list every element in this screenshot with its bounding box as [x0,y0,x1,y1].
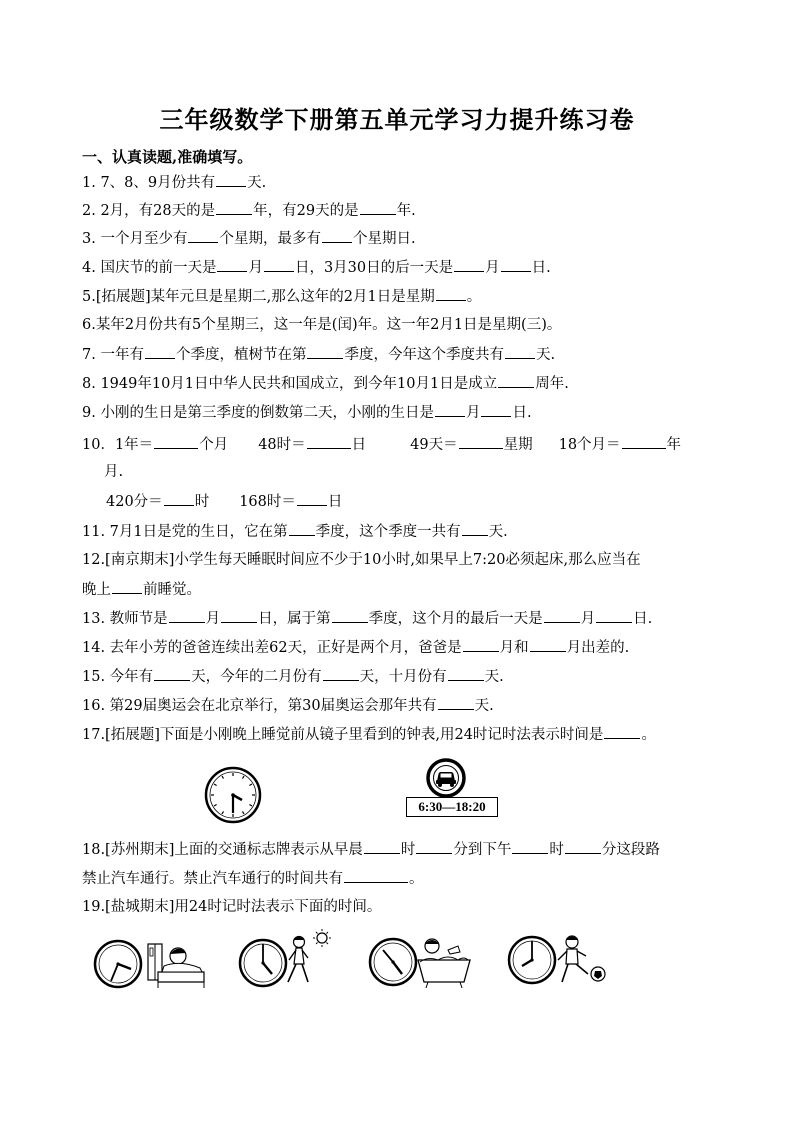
answer-blank[interactable] [164,491,194,506]
question-9: 9. 小刚的生日是第三季度的倒数第二天，小刚的生日是 月 日. [82,402,532,423]
question-7: 7. 一年有 个季度，植树节在第 季度，今年这个季度共有 天. [82,344,555,365]
answer-blank[interactable] [154,666,190,681]
answer-blank[interactable] [297,491,327,506]
answer-blank[interactable] [112,579,142,594]
question-19: 19.[盐城期末]用24时记时法表示下面的时间。 [82,899,382,915]
answer-blank[interactable] [289,521,315,536]
question-18: 18.[苏州期末]上面的交通标志牌表示从早晨 时 分到下午 时 分这段路 [82,839,660,860]
question-11: 11. 7月1日是党的生日，它在第 季度，这个季度一共有 天. [82,521,508,542]
question-12-line-2: 晚上 前睡觉。 [82,579,201,600]
question-6: 6.某年2月份共有5个星期三，这一年是(闰)年。这一年2月1日是星期(三)。 [82,317,562,333]
question-1: 1. 7、8、9月份共有 天. [82,172,266,193]
answer-blank[interactable] [221,608,257,623]
answer-blank[interactable] [481,402,511,417]
section-heading: 一、认真读题,准确填写。 [82,148,253,166]
answer-blank[interactable] [435,402,465,417]
mirror-clock-icon [204,766,262,824]
answer-blank[interactable] [438,695,474,710]
answer-blank[interactable] [462,521,488,536]
question-8: 8. 1949年10月1日中华人民共和国成立，到今年10月1日是成立 周年. [82,373,569,394]
answer-blank[interactable] [498,373,534,388]
answer-blank[interactable] [544,608,580,623]
answer-blank[interactable] [307,344,343,359]
answer-blank[interactable] [454,257,484,272]
clock-walk-sun-scene-icon [238,928,334,994]
question-3: 3. 一个月至少有 个星期，最多有 个星期日. [82,228,416,249]
answer-blank[interactable] [323,666,359,681]
question-16: 16. 第29届奥运会在北京举行，第30届奥运会那年共有 天. [82,695,494,716]
answer-blank[interactable] [216,200,252,215]
answer-blank[interactable] [364,839,400,854]
answer-blank[interactable] [322,228,352,243]
answer-blank[interactable] [332,608,368,623]
answer-blank[interactable] [604,724,640,739]
answer-blank[interactable] [463,637,499,652]
question-10: 10．1年＝ 个月 48时＝ 日 49天＝ 星期 18个月＝ 年 [82,434,681,455]
answer-blank[interactable] [565,839,601,854]
question-4: 4. 国庆节的前一天是 月 日，3月30日的后一天是 月 日. [82,257,551,278]
answer-blank[interactable] [530,637,566,652]
clock-bath-scene-icon [368,932,474,992]
clock-soccer-scene-icon [506,930,612,992]
answer-blank[interactable] [622,434,666,449]
answer-blank[interactable] [145,344,175,359]
answer-blank[interactable] [501,257,531,272]
answer-blank[interactable] [307,434,351,449]
question-13: 13. 教师节是 月 日，属于第 季度，这个月的最后一天是 月 日. [82,608,652,629]
question-18-line-2: 禁止汽车通行。禁止汽车通行的时间共有 。 [82,868,424,889]
answer-blank[interactable] [216,172,246,187]
answer-blank[interactable] [459,434,503,449]
answer-blank[interactable] [512,839,548,854]
question-10-line-2: 420分＝ 时 168时＝ 日 [106,491,342,512]
question-15: 15. 今年有 天，今年的二月份有 天，十月份有 天. [82,666,504,687]
question-5: 5.[拓展题]某年元旦是星期二,那么这年的2月1日是星期 。 [82,286,481,307]
sign-time-label: 6:30—18:20 [406,797,498,817]
answer-blank[interactable] [264,257,294,272]
answer-blank[interactable] [169,608,205,623]
answer-blank[interactable] [217,257,247,272]
question-17: 17.[拓展题]下面是小刚晚上睡觉前从镜子里看到的钟表,用24时记时法表示时间是 。 [82,724,656,745]
answer-blank[interactable] [436,286,466,301]
answer-blank[interactable] [360,200,396,215]
answer-blank[interactable] [505,344,535,359]
answer-blank[interactable] [416,839,452,854]
answer-blank[interactable] [188,228,218,243]
page-title: 三年级数学下册第五单元学习力提升练习卷 [159,105,635,134]
answer-blank[interactable] [344,868,408,883]
no-cars-sign-icon [426,758,466,798]
question-14: 14. 去年小芳的爸爸连续出差62天，正好是两个月，爸爸是 月和 月出差的. [82,637,629,658]
answer-blank[interactable] [448,666,484,681]
answer-blank[interactable] [154,434,198,449]
question-2: 2. 2月，有28天的是 年，有29天的是 年. [82,200,416,221]
question-12: 12.[南京期末]小学生每天睡眠时间应不少于10小时,如果早上7:20必须起床,那么应当在 [82,552,641,568]
question-10-wrap: 月. [104,464,124,480]
answer-blank[interactable] [596,608,632,623]
clock-bed-scene-icon [92,936,210,992]
